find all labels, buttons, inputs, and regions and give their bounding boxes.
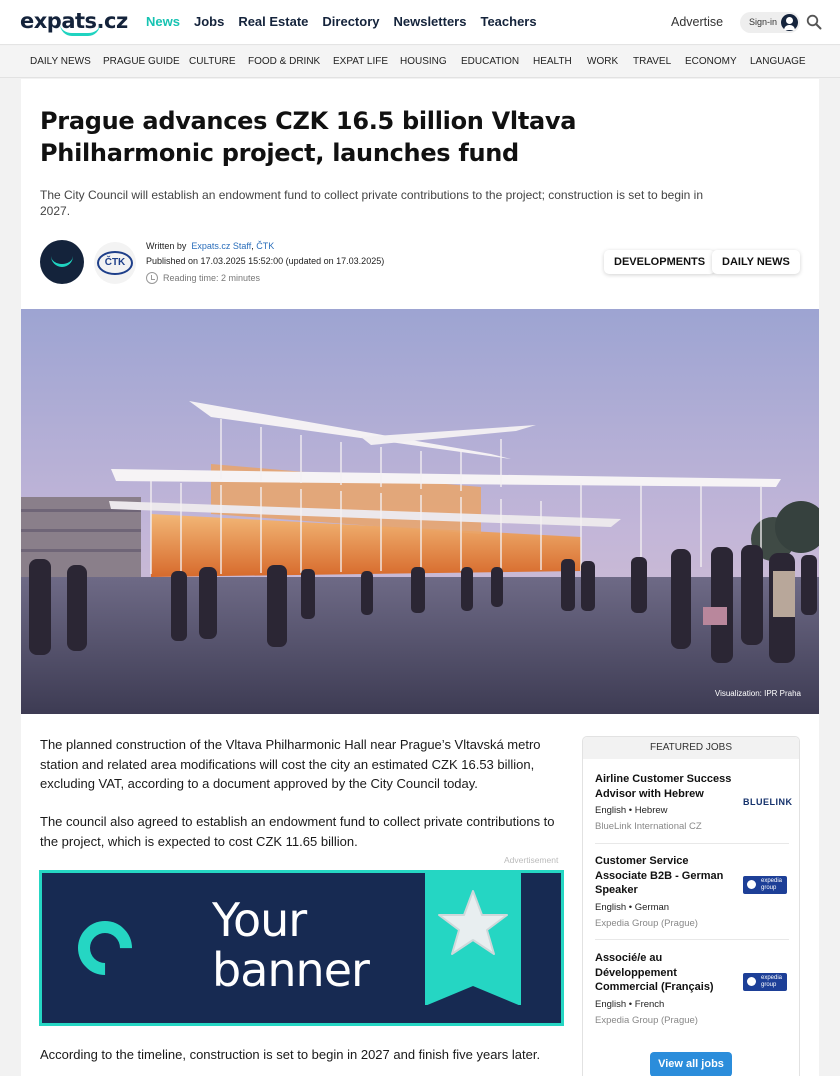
- banner-text: [212, 895, 369, 995]
- job-company: Expedia Group (Prague): [595, 1014, 698, 1026]
- paragraph-2: The council also agreed to establish an endowment fund to collect private contributions to the project, which is expected to cost CZK 11.65 billion.: [40, 814, 555, 849]
- clock-icon: [146, 272, 158, 284]
- hero-image: [21, 309, 819, 714]
- cat-housing[interactable]: HOUSING: [400, 56, 447, 67]
- advertise-link[interactable]: Advertise: [671, 15, 724, 29]
- cat-economy[interactable]: ECONOMY: [685, 56, 737, 67]
- logo-smile-mark: [60, 24, 100, 36]
- category-nav: [0, 46, 840, 78]
- nav-directory[interactable]: Directory: [322, 14, 380, 29]
- job-card[interactable]: [595, 951, 789, 1037]
- agency-logo-text: ČTK: [97, 251, 133, 275]
- written-by-label: Written by: [146, 241, 187, 251]
- reading-time: [146, 271, 384, 286]
- user-icon: [781, 14, 798, 31]
- main-nav: [146, 14, 551, 29]
- nav-real-estate[interactable]: Real Estate: [238, 14, 309, 29]
- job-languages: English • Hebrew: [595, 805, 668, 816]
- banner-line-2: banner: [212, 943, 369, 997]
- expedia-logo: expedia group: [743, 973, 787, 991]
- article-lead: The City Council will establish an endowment fund to collect private contributions to the project; construction is set to begin in 2027.: [40, 188, 704, 218]
- nav-teachers[interactable]: Teachers: [480, 14, 537, 29]
- article-title: Prague advances CZK 16.5 billion Vltava Philharmonic project, launches fund: [40, 107, 577, 167]
- featured-jobs-panel: [582, 736, 800, 1076]
- job-card[interactable]: [595, 854, 789, 940]
- job-company: BlueLink International CZ: [595, 821, 702, 832]
- banner-c-logo: [67, 910, 143, 986]
- cat-language[interactable]: LANGUAGE: [750, 56, 806, 67]
- cat-food-drink[interactable]: FOOD & DRINK: [248, 56, 321, 67]
- job-languages: English • German: [595, 901, 670, 913]
- signin-label: Sign-in: [749, 17, 778, 27]
- byline: [146, 239, 384, 254]
- star-icon: [425, 883, 521, 963]
- nav-jobs[interactable]: Jobs: [193, 14, 225, 29]
- cat-culture[interactable]: CULTURE: [189, 56, 236, 67]
- job-title[interactable]: Customer Service Associate B2B - German Speaker: [595, 855, 724, 896]
- job-title[interactable]: Airline Customer Success Advisor with Hebrew: [595, 773, 732, 800]
- image-caption: Visualization: IPR Praha: [714, 689, 801, 698]
- top-header: [0, 0, 840, 45]
- ad-banner[interactable]: [39, 870, 564, 1026]
- signin-button[interactable]: [740, 12, 800, 33]
- paragraph-3: According to the timeline, construction is set to begin in 2027 and finish five years later.: [40, 1047, 541, 1062]
- paragraph-1: The planned construction of the Vltava Philharmonic Hall near Prague’s Vltavská metro station and related area modifications will cost the city an estimated CZK 16.53 billion, excluding VAT, according to a document approved by the City Council today.: [40, 737, 541, 791]
- cat-travel[interactable]: TRAVEL: [633, 56, 672, 67]
- search-icon[interactable]: [806, 14, 822, 30]
- article-meta: [146, 239, 384, 286]
- published-date: Published on 17.03.2025 15:52:00 (updated on 17.03.2025): [146, 256, 385, 266]
- cat-education[interactable]: EDUCATION: [461, 56, 520, 67]
- article-card: [21, 79, 819, 1076]
- philharmonic-visualization: [21, 309, 819, 714]
- expedia-logo: expedia group: [743, 876, 787, 894]
- job-card[interactable]: [595, 772, 793, 844]
- cat-health[interactable]: HEALTH: [533, 56, 572, 67]
- tag-developments[interactable]: DEVELOPMENTS: [604, 250, 715, 274]
- nav-newsletters[interactable]: Newsletters: [393, 14, 467, 29]
- bluelink-logo: BLUELINK: [743, 797, 793, 807]
- agency-link[interactable]: ČTK: [256, 241, 275, 251]
- tag-daily-news[interactable]: DAILY NEWS: [712, 250, 800, 274]
- author-separator: ,: [251, 241, 257, 251]
- cat-work[interactable]: WORK: [587, 56, 619, 67]
- site-logo[interactable]: expats.cz: [20, 9, 128, 33]
- reading-time-label: Reading time: 2 minutes: [163, 273, 261, 283]
- job-languages: English • French: [595, 998, 665, 1010]
- cat-prague-guide[interactable]: PRAGUE GUIDE: [103, 56, 180, 67]
- author-link[interactable]: Expats.cz Staff: [191, 241, 252, 251]
- job-title[interactable]: Associé/e au Développement Commercial (Français): [595, 952, 714, 993]
- author-avatar[interactable]: [40, 240, 84, 284]
- cat-expat-life[interactable]: EXPAT LIFE: [333, 56, 389, 67]
- cat-daily-news[interactable]: DAILY NEWS: [30, 56, 91, 67]
- ribbon-bookmark: [425, 873, 521, 1005]
- view-all-jobs-button[interactable]: View all jobs: [650, 1052, 732, 1076]
- job-company: Expedia Group (Prague): [595, 917, 698, 929]
- nav-news[interactable]: News: [146, 14, 180, 29]
- advertisement-label: Advertisement: [504, 855, 559, 865]
- agency-logo[interactable]: [94, 242, 136, 284]
- featured-jobs-heading: FEATURED JOBS: [583, 737, 799, 759]
- banner-line-1: Your: [212, 893, 307, 947]
